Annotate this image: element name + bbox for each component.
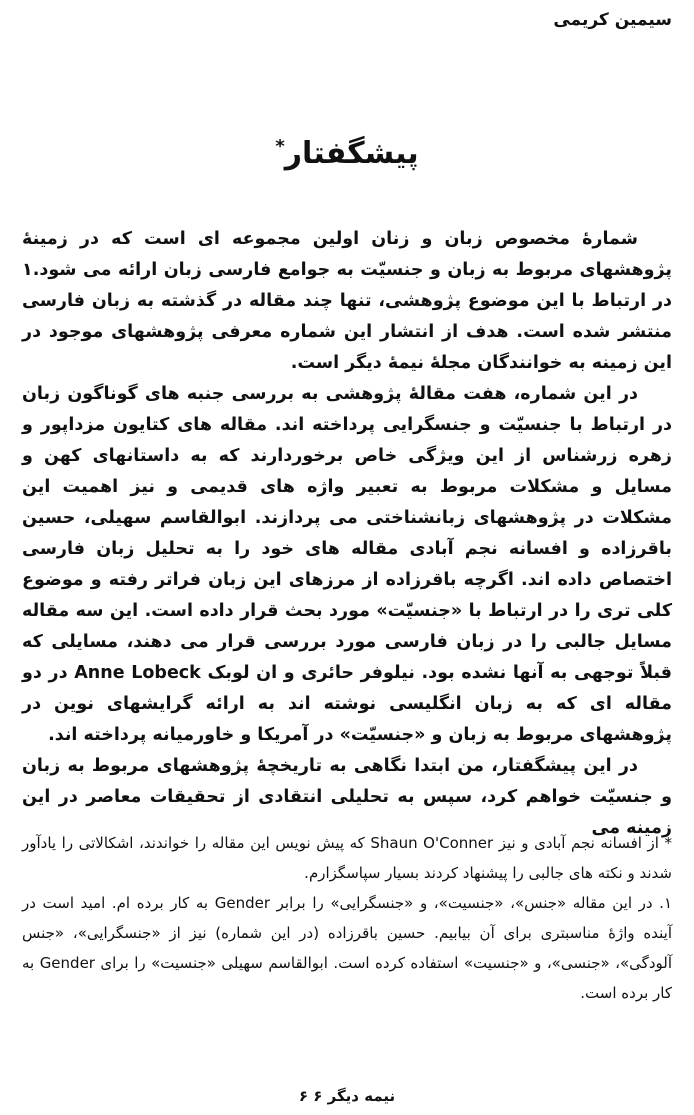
title-footnote-mark: * [275,136,285,157]
footnote: ۱. در این مقاله «جنس»، «جنسیت»، و «جنسگرایی» را برابر Gender به کار برده ام. امید است در آینده واژهٔ مناسبتری برای آن بیابیم. حسین باقرزاده (در این شماره) نیز از «جنسگرایی»، «جنس آلودگی»، «جنسی»، و «جنسیت» استفاده کرده است. ابوالقاسم سهیلی «جنسیت» را برای Gender به کار برده است. [22,894,672,1002]
footnotes [22,828,672,1008]
footnote: * از افسانه نجم آبادی و نیز Shaun O'Conner که پیش نویس این مقاله را خواندند، اشکالاتی را یادآور شدند و نکته های جالبی را پیشنهاد کردند بسیار سپاسگزارم. [22,834,672,882]
page-folio: نیمه دیگر ۶ ۶ [298,1087,396,1105]
paragraph: شمارهٔ مخصوص زبان و زنان اولین مجموعه ای است که در زمینهٔ پژوهشهای مربوط به زبان و جنسیّت به جوامع فارسی زبان ارائه می شود.۱ در ارتباط با این موضوع پژوهشی، تنها چند مقاله در گذشته به زبان فارسی منتشر شده است. هدف از انتشار این شماره معرفی پژوهشهای موجود در این زمینه به خوانندگان مجلهٔ نیمهٔ دیگر است. [22,229,672,373]
running-head: سیمین کریمی [553,10,672,30]
body-text [22,224,672,844]
paragraph: در این پیشگفتار، من ابتدا نگاهی به تاریخچهٔ پژوهشهای مربوط به زبان و جنسیّت خواهم کرد، سپس به تحلیلی انتقادی از تحقیقات معاصر در این زمینه می [22,756,672,838]
title-text: پیشگفتار [284,136,419,171]
paragraph: در این شماره، هفت مقالهٔ پژوهشی به بررسی جنبه های گوناگون زبان در ارتباط با جنسیّت و جنسگرایی پرداخته اند. مقاله های کتایون مزداپور و زهره زرشناس از این ویژگی خاص برخوردارند که به داستانهای کهن و مسایل و مشکلات مربوط به تعبیر واژه های قدیمی و نیز اهمیت این مشکلات در پژوهشهای زبانشناختی می پردازند. ابوالقاسم سهیلی، حسین باقرزاده و افسانه نجم آبادی مقاله های خود را به تحلیل زبان فارسی اختصاص داده اند. اگرچه باقرزاده از مرزهای این زبان فراتر رفته و موضوع کلی تری را در ارتباط با «جنسیّت» مورد بحث قرار داده است. این سه مقاله مسایل جالبی را در زبان فارسی مورد بررسی قرار می دهند، مسایلی که قبلاً توجهی به آنها نشده بود. نیلوفر حائری و ان لوبک Anne Lobeck در دو مقاله ای که به زبان انگلیسی نوشته اند به ارائه گرایشهای نوین در پژوهشهای مربوط به زبان و «جنسیّت» در آمریکا و خاورمیانه پرداخته اند. [22,384,672,745]
page-title [0,136,694,171]
